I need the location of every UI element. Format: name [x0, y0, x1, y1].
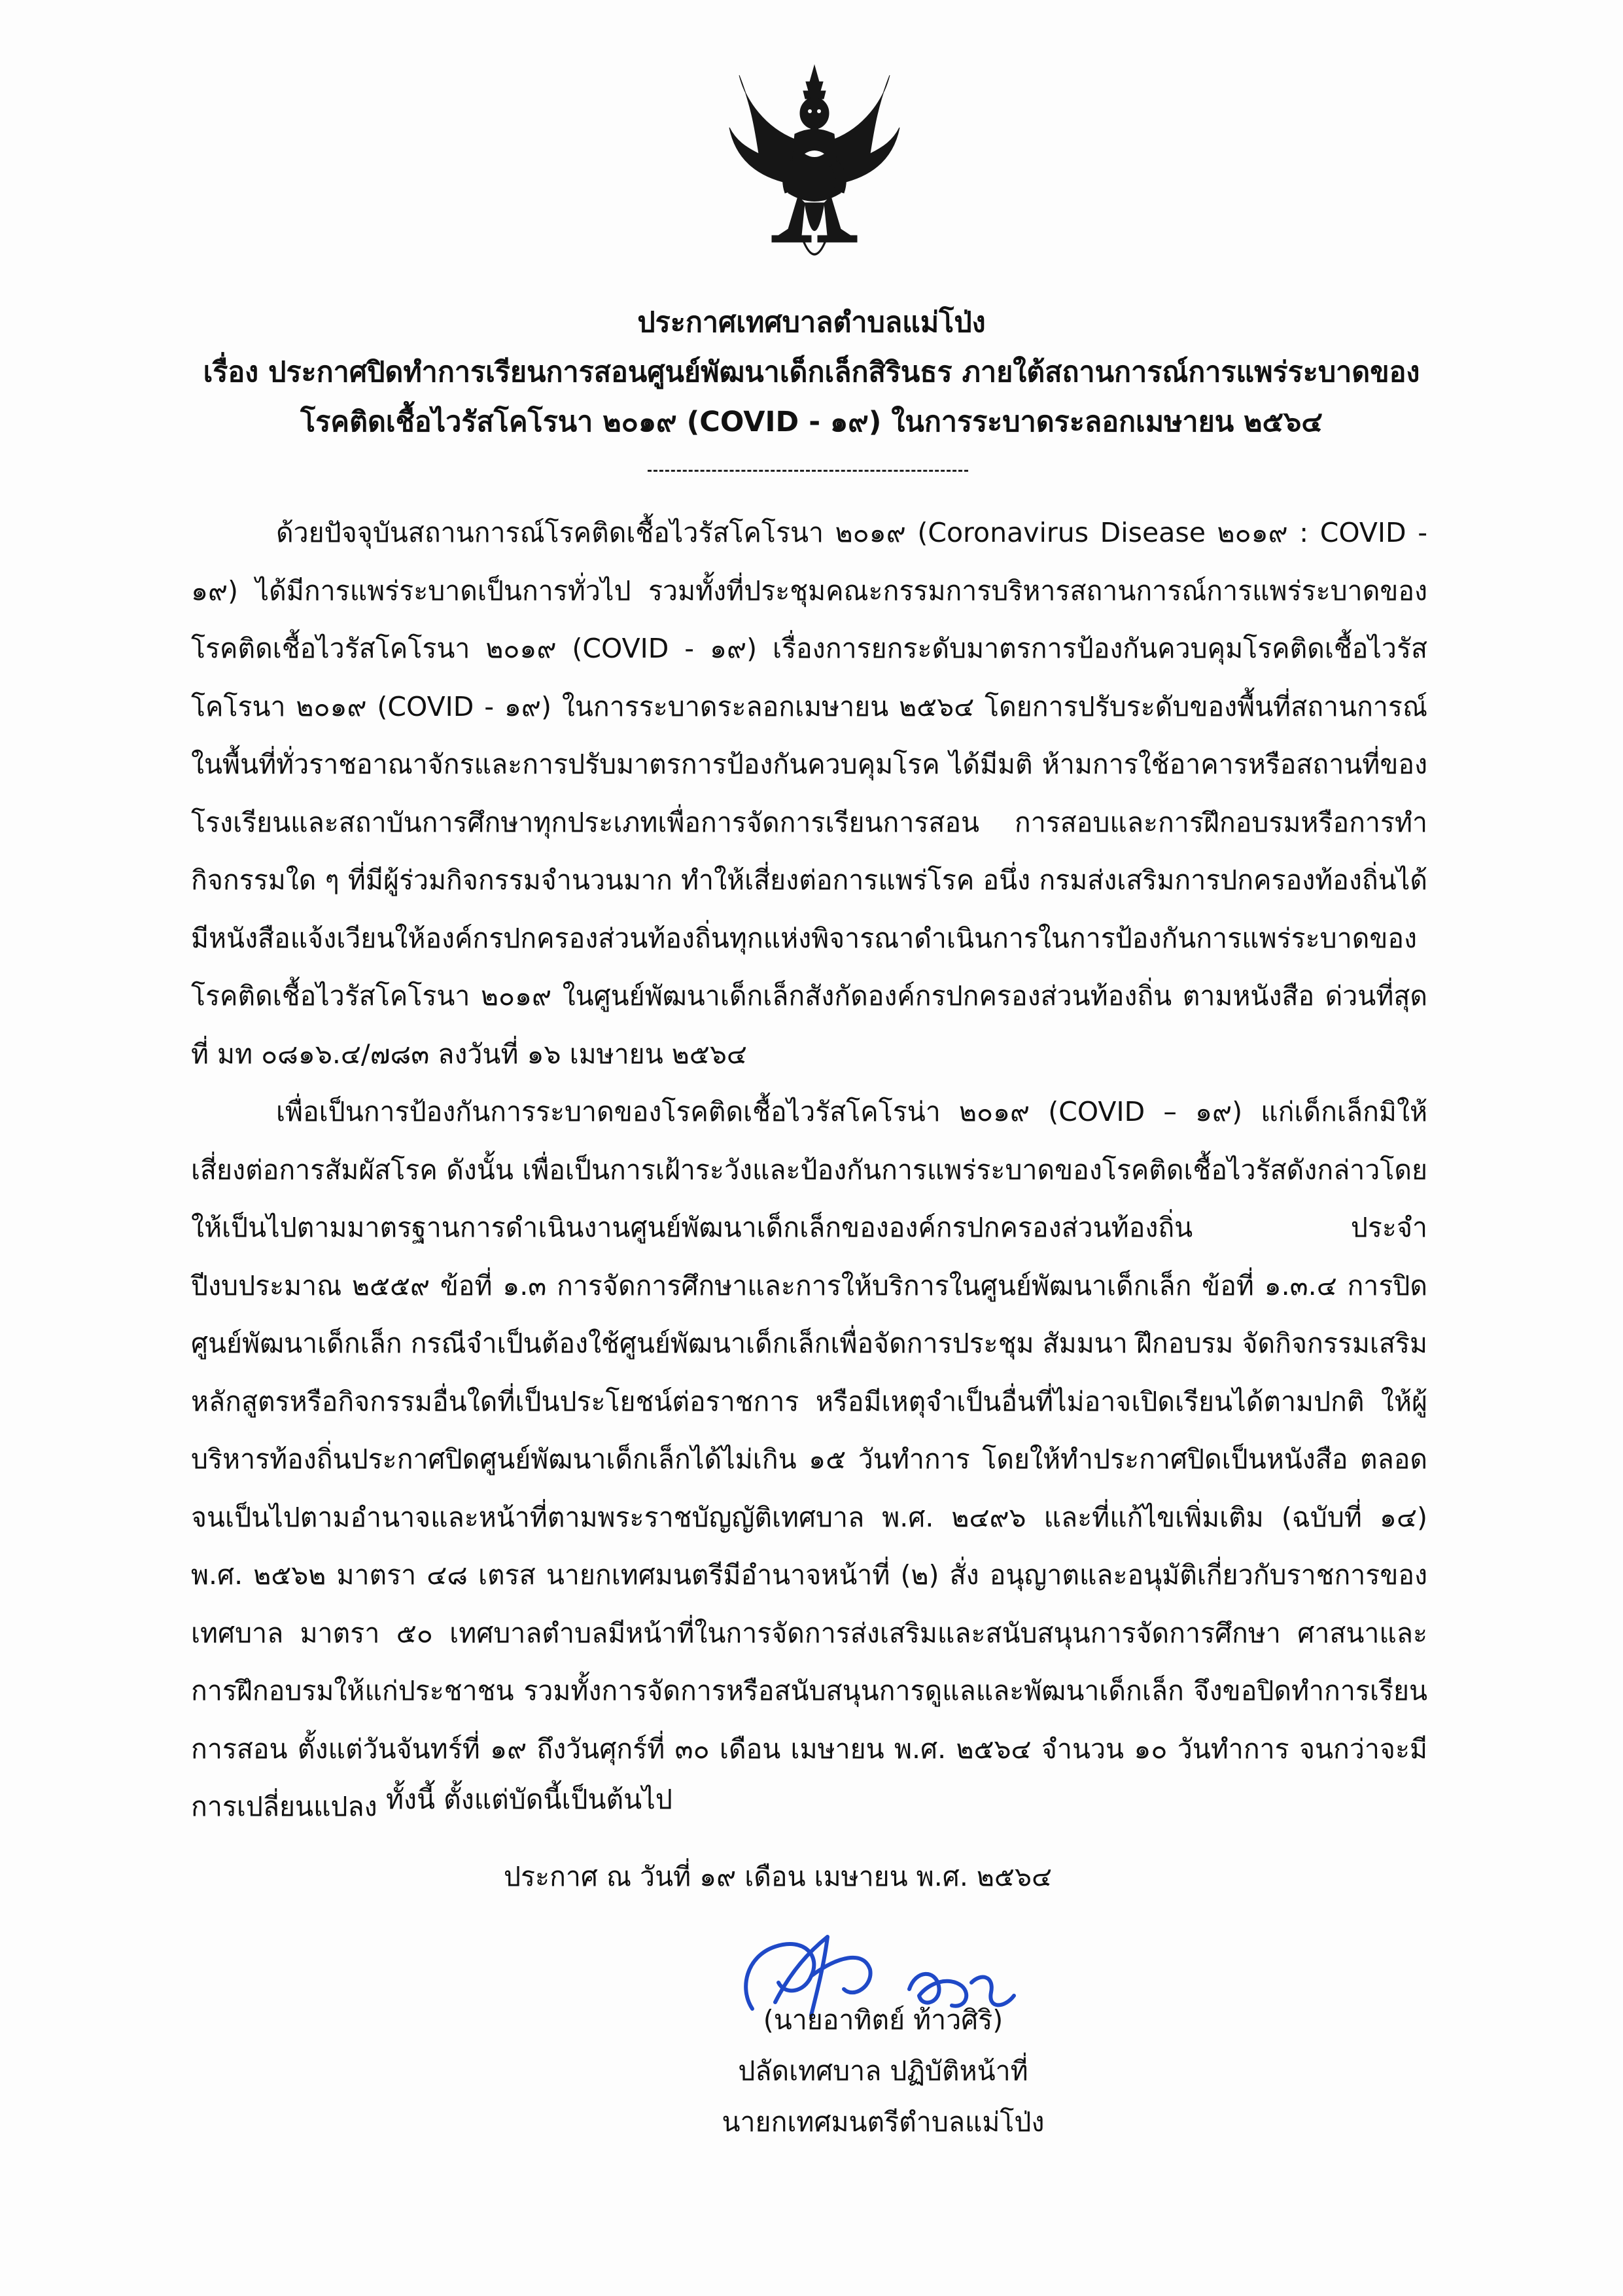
signer-position-2: นายกเทศมนตรีตำบลแม่โป่ง	[722, 2106, 1045, 2138]
garuda-emblem-icon	[726, 62, 903, 278]
announcement-title: ประกาศเทศบาลตำบลแม่โป่ง	[637, 306, 986, 339]
announcement-body	[191, 504, 1427, 1836]
body-paragraph-1: ด้วยปัจจุบันสถานการณ์โรคติดเชื้อไวรัสโคโรนา ๒๐๑๙ (Coronavirus Disease ๒๐๑๙ : COVID - ๑๙) ได้มีการแพร่ระบาดเป็นการทั่วไป รวมทั้งที่ประชุมคณะกรรมการบริหารสถานการณ์การแพร่ระบาดของโรคติดเชื้อไวรัสโคโรนา ๒๐๑๙ (COVID - ๑๙) เรื่องการยกระดับมาตรการป้องกันควบคุมโรคติดเชื้อไวรัสโคโรนา ๒๐๑๙ (COVID - ๑๙) ในการระบาดระลอกเมษายน ๒๕๖๔ โดยการปรับระดับของพื้นที่สถานการณ์ในพื้นที่ทั่วราชอาณาจักรและการปรับมาตรการป้องกันควบคุมโรค ได้มีมติ ห้ามการใช้อาคารหรือสถานที่ของโรงเรียนและสถาบันการศึกษาทุกประเภทเพื่อการจัดการเรียนการสอน การสอบและการฝึกอบรมหรือการทำกิจกรรมใด ๆ ที่มีผู้ร่วมกิจกรรมจำนวนมาก ทำให้เสี่ยงต่อการแพร่โรค อนึ่ง กรมส่งเสริมการปกครองท้องถิ่นได้มีหนังสือแจ้งเวียนให้องค์กรปกครองส่วนท้องถิ่นทุกแห่งพิจารณาดำเนินการในการป้องกันการแพร่ระบาดของโรคติดเชื้อไวรัสโคโรนา ๒๐๑๙ ในศูนย์พัฒนาเด็กเล็กสังกัดองค์กรปกครองส่วนท้องถิ่น ตามหนังสือ ด่วนที่สุด ที่ มท ๐๘๑๖.๔/๗๘๓ ลงวันที่ ๑๖ เมษายน ๒๕๖๔	[191, 517, 1427, 1070]
signer-position-1: ปลัดเทศบาล ปฏิบัติหน้าที่	[738, 2055, 1028, 2087]
announcement-header	[131, 298, 1492, 447]
signer-name: (นายอาทิตย์ ท้าวศิริ)	[763, 2004, 1003, 2036]
body-paragraph-2: เพื่อเป็นการป้องกันการระบาดของโรคติดเชื้อไวรัสโคโรน่า ๒๐๑๙ (COVID – ๑๙) แก่เด็กเล็กมิให้เสี่ยงต่อการสัมผัสโรค ดังนั้น เพื่อเป็นการเฝ้าระวังและป้องกันการแพร่ระบาดของโรคติดเชื้อไวรัสดังกล่าวโดยให้เป็นไปตามมาตรฐานการดำเนินงานศูนย์พัฒนาเด็กเล็กขององค์กรปกครองส่วนท้องถิ่น ประจำปีงบประมาณ ๒๕๕๙ ข้อที่ ๑.๓ การจัดการศึกษาและการให้บริการในศูนย์พัฒนาเด็กเล็ก ข้อที่ ๑.๓.๔ การปิดศูนย์พัฒนาเด็กเล็ก กรณีจำเป็นต้องใช้ศูนย์พัฒนาเด็กเล็กเพื่อจัดการประชุม สัมมนา ฝึกอบรม จัดกิจกรรมเสริมหลักสูตรหรือกิจกรรมอื่นใดที่เป็นประโยชน์ต่อราชการ หรือมีเหตุจำเป็นอื่นที่ไม่อาจเปิดเรียนได้ตามปกติ ให้ผู้บริหารท้องถิ่นประกาศปิดศูนย์พัฒนาเด็กเล็กได้ไม่เกิน ๑๕ วันทำการ โดยให้ทำประกาศปิดเป็นหนังสือ ตลอดจนเป็นไปตามอำนาจและหน้าที่ตามพระราชบัญญัติเทศบาล พ.ศ. ๒๔๙๖ และที่แก้ไขเพิ่มเติม (ฉบับที่ ๑๔) พ.ศ. ๒๕๖๒ มาตรา ๔๘ เตรส นายกเทศมนตรีมีอำนาจหน้าที่ (๒) สั่ง อนุญาตและอนุมัติเกี่ยวกับราชการของเทศบาล มาตรา ๕๐ เทศบาลตำบลมีหน้าที่ในการจัดการส่งเสริมและสนับสนุนการจัดการศึกษา ศาสนาและการฝึกอบรมให้แก่ประชาชน รวมทั้งการจัดการหรือสนับสนุนการดูแลและพัฒนาเด็กเล็ก จึงขอปิดทำการเรียนการสอน ตั้งแต่วันจันทร์ที่ ๑๙ ถึงวันศุกร์ที่ ๓๐ เดือน เมษายน พ.ศ. ๒๕๖๔ จำนวน ๑๐ วันทำการ จนกว่าจะมีการเปลี่ยนแปลง	[191, 1096, 1427, 1822]
header-divider	[648, 470, 968, 472]
closing-statement: ทั้งนี้ ตั้งแต่บัดนี้เป็นต้นไป	[386, 1784, 672, 1815]
announcement-date: ประกาศ ณ วันที่ ๑๙ เดือน เมษายน พ.ศ. ๒๕๖๔	[504, 1861, 1052, 1892]
announcement-subject-line2: โรคติดเชื้อไวรัสโคโรนา ๒๐๑๙ (COVID - ๑๙) ในการระบาดระลอกเมษายน ๒๕๖๔	[300, 406, 1323, 438]
announcement-subject-line1: เรื่อง ประกาศปิดทำการเรียนการสอนศูนย์พัฒนาเด็กเล็กสิรินธร ภายใต้สถานการณ์การแพร่ระบาดของ	[203, 356, 1420, 389]
signer-block	[693, 1994, 1073, 2147]
